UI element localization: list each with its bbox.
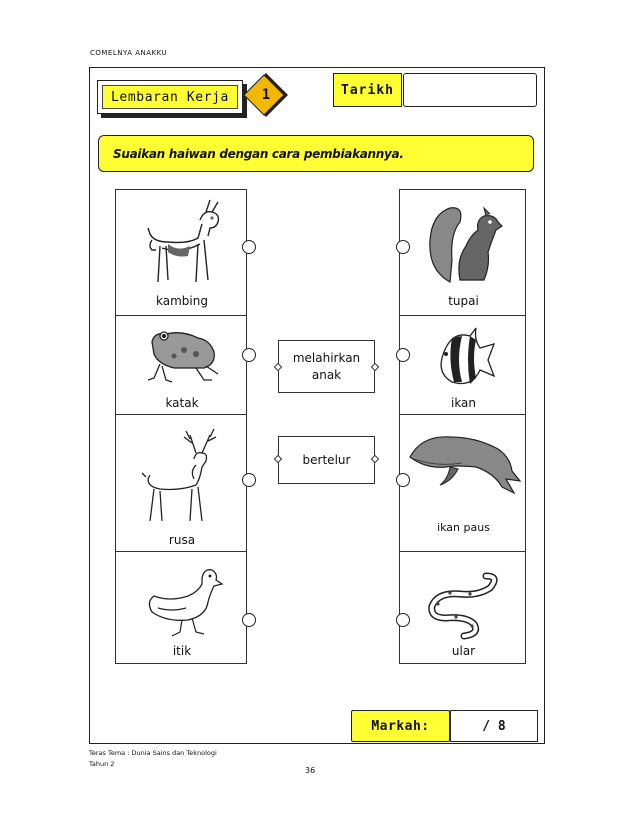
option-melahirkan-anak[interactable] — [278, 340, 375, 393]
footer-theme: Teras Tema : Dunia Sains dan Teknologi — [89, 749, 217, 757]
whale-icon — [406, 427, 522, 509]
match-point-rusa[interactable] — [242, 473, 256, 487]
cell-ikan-paus — [399, 414, 526, 552]
match-point-kambing[interactable] — [242, 240, 256, 254]
worksheet-number: 1 — [261, 87, 271, 103]
instruction-banner: Suaikan haiwan dengan cara pembiakannya. — [98, 135, 534, 172]
cell-tupai — [399, 189, 526, 316]
frog-icon — [144, 326, 224, 388]
score-label: Markah: — [351, 710, 450, 742]
worksheet-label-box — [97, 80, 243, 114]
goat-icon — [138, 198, 230, 288]
label-rusa: rusa — [168, 533, 196, 547]
worksheet-label: Lembaran Kerja — [102, 85, 238, 109]
option-live-birth-label: melahirkan anak — [292, 350, 361, 382]
label-tupai: tupai — [448, 294, 479, 308]
deer-icon — [140, 429, 226, 525]
date-input-box[interactable] — [403, 73, 537, 107]
match-point-ikan[interactable] — [396, 348, 410, 362]
snake-icon — [420, 566, 504, 642]
label-ular: ular — [451, 644, 476, 658]
page-number: 36 — [305, 766, 316, 775]
cell-ikan — [399, 315, 526, 415]
cell-rusa — [115, 414, 247, 552]
label-ikan-paus: ikan paus — [437, 521, 490, 534]
cell-ular — [399, 551, 526, 664]
cell-katak — [115, 315, 247, 415]
match-point-ular[interactable] — [396, 613, 410, 627]
label-katak: katak — [165, 396, 199, 410]
cell-itik — [115, 551, 247, 664]
fish-icon — [430, 326, 498, 392]
option-egg-label: bertelur — [302, 452, 351, 467]
match-point-katak[interactable] — [242, 348, 256, 362]
squirrel-icon — [420, 200, 510, 288]
option-bertelur[interactable] — [278, 436, 375, 484]
match-point-tupai[interactable] — [396, 240, 410, 254]
match-point-itik[interactable] — [242, 613, 256, 627]
running-header: COMELNYA ANAKKU — [90, 49, 168, 57]
label-kambing: kambing — [156, 294, 208, 308]
duck-icon — [142, 562, 224, 642]
score-box: / 8 — [450, 710, 538, 742]
label-itik: itik — [172, 644, 192, 658]
match-point-ikan-paus[interactable] — [396, 473, 410, 487]
date-label: Tarikh — [333, 73, 402, 107]
label-ikan: ikan — [450, 396, 477, 410]
footer-year: Tahun 2 — [89, 760, 115, 768]
cell-kambing — [115, 189, 247, 316]
